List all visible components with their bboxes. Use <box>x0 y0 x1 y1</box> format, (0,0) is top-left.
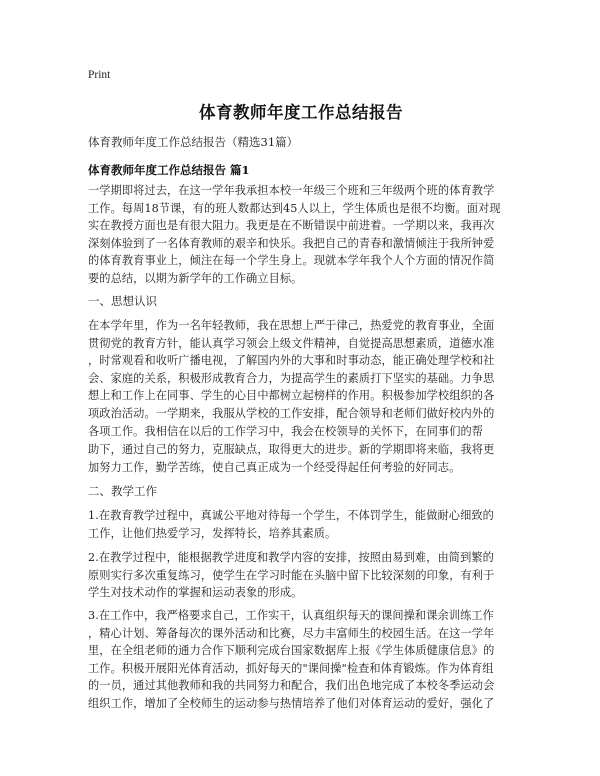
heading-thought: 一、思想认识 <box>88 294 157 308</box>
text-line: 贯彻党的教育方针，能认真学习领会上级文件精神，自觉提高思想素质，道德水准 <box>88 336 495 350</box>
document-title: 体育教师年度工作总结报告 <box>199 103 403 122</box>
text-line: 会、家庭的关系，积极形成教育合力，为提高学生的素质打下坚实的基础。力争思 <box>88 371 495 385</box>
thought-paragraph <box>88 317 514 440</box>
text-line: 一学期即将过去，在这一学年我承担本校一年级三个班和三年级两个班的体育教学 <box>88 184 495 197</box>
document-subtitle: 体育教师年度工作总结报告（精选31篇） <box>88 135 299 149</box>
teaching-item-2 <box>88 549 514 602</box>
text-line: 的体育教育事业上，倾注在每一个学生身上。现就本学年我个人个方面的情况作简 <box>88 254 495 268</box>
text-line: 工作。每周18节课，有的班人数都达到45人以上，学生体质也是很不均衡。面对现 <box>88 201 501 215</box>
print-label: Print <box>88 69 111 81</box>
text-line: 想上和工作上在同事、学生的心目中都树立起榜样的作用。积极参加学校组织的各 <box>88 389 495 403</box>
text-line: 加努力工作，勤学苦练，使自己真正成为一个经受得起任何考验的好同志。 <box>88 460 461 474</box>
text-line: 2.在教学过程中，能根据教学进度和教学内容的安排，按照由易到难，由简到繁的 <box>88 551 494 564</box>
heading-teaching: 二、教学工作 <box>88 484 157 498</box>
text-line: 工作，让他们热爱学习，发挥特长，培养其素质。 <box>88 526 337 540</box>
text-line: 的一员，通过其他教师和我的共同努力和配合，我们出色地完成了本校冬季运动会 <box>88 679 495 693</box>
text-line: 项政治活动。一学期来，我服从学校的工作安排，配合领导和老师们做好校内外的 <box>88 406 495 420</box>
text-line: 工作。积极开展阳光体育活动，抓好每天的"课间操"检查和体育锻炼。作为体育组 <box>88 661 494 675</box>
text-line: ，精心计划、筹备每次的课外活动和比赛，尽力丰富师生的校园生活。在这一学年 <box>88 626 495 640</box>
text-line: 里，在全组老师的通力合作下顺利完成台国家数据库上报《学生体质健康信息》的 <box>88 644 495 658</box>
text-line: 组织工作，增加了全校师生的运动参与热情培养了他们对体育运动的爱好，强化了 <box>88 696 495 710</box>
text-line: 原则实行多次重复练习，使学生在学习时能在头脑中留下比较深刻的印象，有利于 <box>88 568 495 582</box>
text-line: 助下，通过自己的努力，克服缺点，取得更大的进步。新的学期即将来临，我将更 <box>88 443 495 456</box>
section-heading: 体育教师年度工作总结报告 篇1 <box>88 163 250 177</box>
text-line: 学生对技术动作的掌握和运动表象的形成。 <box>88 586 303 600</box>
text-line: ，时常观看和收听广播电视，了解国内外的大事和时事动态，能正确处理学校和社 <box>88 354 495 368</box>
thought-paragraph-continued <box>88 441 514 476</box>
teaching-item-3 <box>88 607 514 713</box>
text-line: 深刻体验到了一名体育教师的艰辛和快乐。我把自己的青春和激情倾注于我所钟爱 <box>88 236 495 250</box>
text-line: 实在教授方面也是有很大阻力。我更是在不断错误中前进着。一学期以来，我再次 <box>88 219 495 233</box>
text-line: 在本学年里，作为一名年轻教师，我在思想上严于律己，热爱党的教育事业，全面 <box>88 319 495 332</box>
text-line: 要的总结，以期为新学年的工作确立目标。 <box>88 271 303 285</box>
text-line: 3.在工作中，我严格要求自己，工作实干，认真组织每天的课间操和课余训练工作 <box>88 609 494 622</box>
teaching-item-1 <box>88 507 514 542</box>
text-line: 各项工作。我相信在以后的工作学习中，我会在校领导的关怀下，在同事们的帮 <box>88 424 484 438</box>
intro-paragraph <box>88 182 514 288</box>
text-line: 1.在教育教学过程中，真诚公平地对待每一个学生，不体罚学生，能做耐心细致的 <box>88 509 494 522</box>
